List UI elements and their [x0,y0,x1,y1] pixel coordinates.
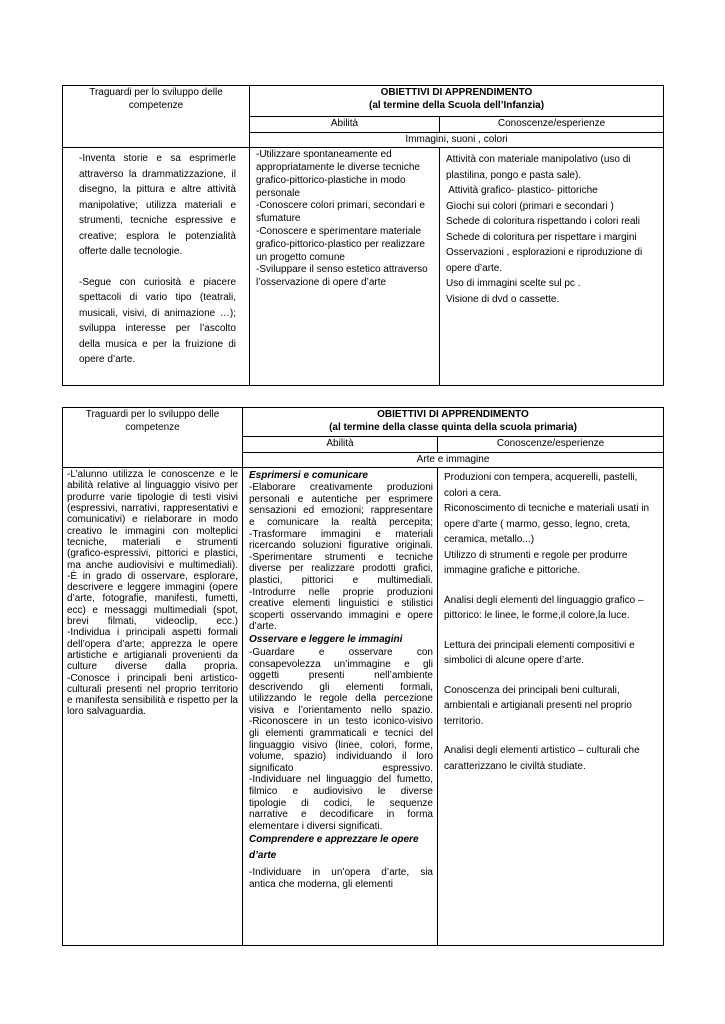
abilita-line: elementare i diversi significati. [249,820,383,832]
abilita-subheading: Comprendere e apprezzare le opere [249,834,419,846]
abilita-line: narrative e decodificare in forma [249,809,433,821]
abilita-line: grafico-pittorico-plastiche in modo [256,174,406,186]
conoscenze-line: Giochi sui colori (primari e secondari ) [446,200,614,212]
conoscenze-line: immagine grafiche e pittoriche. [444,565,581,577]
abilita-line: -Individuare nel linguaggio del fumetto, [249,774,433,786]
conoscenze-line: simbolici di alcune opere d’arte. [444,655,585,667]
abilita-line: -Individuare in un’opera d’arte, sia [249,867,433,879]
abilita-line: tipologie di codici, le sequenze [249,797,433,809]
conoscenze-line: Conoscenza dei principali beni culturali, [444,684,620,696]
abilita-subheading: Osservare e leggere le immagini [249,633,403,645]
traguardi-line: (espressivi, narrativi, rappresentativi e [67,503,238,515]
conoscenze-line: territorio. [444,715,484,727]
conoscenze-line: Analisi degli elementi del linguaggio grafico – [444,594,644,606]
abilita-line: scoperti osservando immagini e opere [249,609,433,621]
abilita-line: l’osservazione di opere d’arte [256,277,387,289]
abilita-line: consapevolezza un’immagine e gli [249,658,433,670]
abilita-line: -Conoscere e sperimentare materiale [256,225,422,237]
abilita-line: sensazioni ed emozioni; rappresentare [249,505,433,517]
conoscenze-line: Osservazioni , esplorazioni e riproduzione di [446,247,643,259]
traguardi-line: (grafico-espressivi, pittorici e plastici, [67,548,238,560]
abilita-line: -Conoscere colori primari, secondari e [256,200,425,212]
traguardi-line: comunicativi) e rielaborare in modo [67,514,238,526]
traguardi-line: artistiche e artigianali provenienti da [67,649,238,661]
conoscenze-line: Attività grafico- plastico- pittoriche [446,185,598,197]
traguardi-line: dell’opera d’arte; apprezza le opere [67,638,238,650]
traguardi-line: d’arte, fotografie, manifesti, fumetti, [67,593,238,605]
abilita-line: filmico e audiovisivo le diverse [249,786,433,798]
abilita-header: Abilità [243,437,438,453]
abilita-subheading: d’arte [249,850,277,862]
primaria-table [62,407,664,946]
traguardi-line: loro salvaguardia. [67,706,146,718]
abilita-line: personale [256,187,300,199]
conoscenze-line: Schede di coloritura per rispettare i margini [446,231,637,243]
conoscenze-line: opere d’arte. [446,262,503,274]
conoscenze-line: ambientali e artigianali presenti nel proprio [444,700,632,712]
objectives-title: OBIETTIVI DI APPRENDIMENTO (al termine della classe quinta della scuola primaria) [243,408,664,437]
conoscenze-line: Attività con materiale manipolativo (uso di [446,154,631,166]
conoscenze-line: caratterizzano le civiltà studiate. [444,760,586,772]
abilita-line: un progetto comune [256,251,345,263]
section-label: Immagini, suoni , colori [250,132,664,148]
conoscenze-line: opere d’arte ( marmo, gesso, legno, creta, [444,518,631,530]
conoscenze-line: Schede di coloritura rispettando i colori reali [446,216,640,228]
conoscenze-cell [438,468,664,946]
traguardi-line: ma anche audiovisivi e multimediali). [67,559,238,571]
abilita-line: descrivendo gli elementi formali, [249,681,433,693]
conoscenze-cell [440,148,664,386]
objectives-title: OBIETTIVI DI APPRENDIMENTO (al termine della Scuola dell’Infanzia) [250,86,664,117]
traguardi-line: tecniche, materiali e strumenti [67,536,238,548]
abilita-line: -Sviluppare il senso estetico attraverso [256,264,428,276]
traguardi-paragraph: -Segue con curiosità e piacere spettacoli di vario tipo (teatrali, musicali, visivi, di animazione …); sviluppa interesse per l’ascolto della musica e per la fruizione di opere d’arte. [79,276,236,366]
abilita-cell [243,468,438,946]
abilita-line: significato espressivo. [249,762,433,774]
traguardi-line: -È in grado di osservare, esplorare, [67,570,238,582]
abilita-line: appropriatamente le diverse tecniche [256,161,420,173]
traguardi-line: ecc) e messaggi multimediali (spot, [67,604,238,616]
conoscenze-line: Utilizzo di strumenti e regole per produrre [444,549,628,561]
traguardi-line: abilità relative al linguaggio visivo per [67,480,238,492]
traguardi-line: culturali presenti nel proprio territorio [67,683,238,695]
conoscenze-line: plastilina, pongo e pasta sale). [446,169,582,181]
traguardi-line: creativo le immagini con molteplici [67,525,238,537]
traguardi-line: -Conosce i principali beni artistico- [67,672,238,684]
abilita-subheading: Esprimersi e comunicare [249,470,368,482]
traguardi-line: descrivere e leggere immagini (opere [67,582,238,594]
conoscenze-line: Visione di dvd o cassette. [446,293,560,305]
infanzia-table [62,85,664,386]
abilita-line: sfumature [256,213,301,225]
traguardi-line: brevi filmati, videoclip, ecc.) [67,616,238,628]
abilita-line: oggetti presenti nell’ambiente [249,670,433,682]
abilita-line: creative elementi linguistici e stilistici [249,598,433,610]
abilita-line: ricercando soluzioni figurative originali. [249,540,433,552]
traguardi-paragraph: -Inventa storie e sa esprimerle attraverso la drammatizzazione, il disegno, la pittura e altre attività manipolative; utilizza materiali e strumenti, tecniche espressive e creative; esplora le potenzialità offerte dalle tecnologie. [79,153,236,258]
abilita-line: grafico-pittorico-plastico per realizzare [256,238,425,250]
conoscenze-line: Produzioni con tempera, acquerelli, pastelli, [444,472,638,484]
abilita-line: plastici, pittorici e multimediali. [249,574,433,586]
abilita-line: -Guardare e osservare con [249,646,433,658]
abilita-line: antica che moderna, gli elementi [249,879,393,890]
abilita-line: diverse per realizzare prodotti grafici, [249,563,433,575]
abilita-line: -Riconoscere in un testo iconico-visivo [249,716,433,728]
section-label: Arte e immagine [243,452,664,468]
abilita-line: d’arte. [249,621,277,633]
conoscenze-line: Lettura dei principali elementi compositivi e [444,639,635,651]
abilita-line: personali e autentiche per esprimere [249,493,433,505]
abilita-line: -Elaborare creativamente produzioni [249,482,433,494]
conoscenze-line: Riconoscimento di tecniche e materiali usati in [444,503,650,515]
abilita-line: gli elementi grammaticali e tecnici del [249,728,433,740]
traguardi-line: -Individua i principali aspetti formali [67,627,238,639]
abilita-line: linguaggio visivo (linee, colori, forme, [249,739,433,751]
abilita-line: visiva e l’orientamento nello spazio. [249,704,433,716]
abilita-line: -Trasformare immagini e materiali [249,528,433,540]
abilita-header: Abilità [250,117,440,133]
conoscenze-header: Conoscenze/esperienze [440,117,664,133]
abilita-cell [250,148,440,386]
traguardi-line: e manifesta sensibilità e rispetto per la [67,695,238,707]
abilita-line: -Utilizzare spontaneamente ed [256,149,392,161]
conoscenze-line: colori a cera. [444,487,502,499]
traguardi-line: culture diverse dalla propria. [67,661,238,673]
traguardi-header: Traguardi per lo sviluppo delle competenze [63,408,243,468]
abilita-line: volume, spazio) individuando il loro [249,751,433,763]
abilita-line: -Introdurre nelle proprie produzioni [249,586,433,598]
abilita-line: -Sperimentare strumenti e tecniche [249,551,433,563]
abilita-line: utilizzando le regole della percezione [249,693,433,705]
conoscenze-header: Conoscenze/esperienze [438,437,664,453]
conoscenze-line: ceramica, metallo...) [444,534,535,546]
conoscenze-line: Uso di immagini scelte sul pc . [446,278,581,290]
conoscenze-line: Analisi degli elementi artistico – culturali che [444,745,640,757]
traguardi-line: produrre varie tipologie di testi visivi [67,491,238,503]
conoscenze-line: pittorico: le linee, le forme,il colore,la luce. [444,610,630,622]
traguardi-cell [63,148,250,386]
abilita-line: e comunicare la realtà percepita; [249,516,433,528]
traguardi-cell [63,468,243,946]
traguardi-line: -L’alunno utilizza le conoscenze e le [67,469,238,481]
traguardi-header: Traguardi per lo sviluppo delle competenze [63,86,250,148]
